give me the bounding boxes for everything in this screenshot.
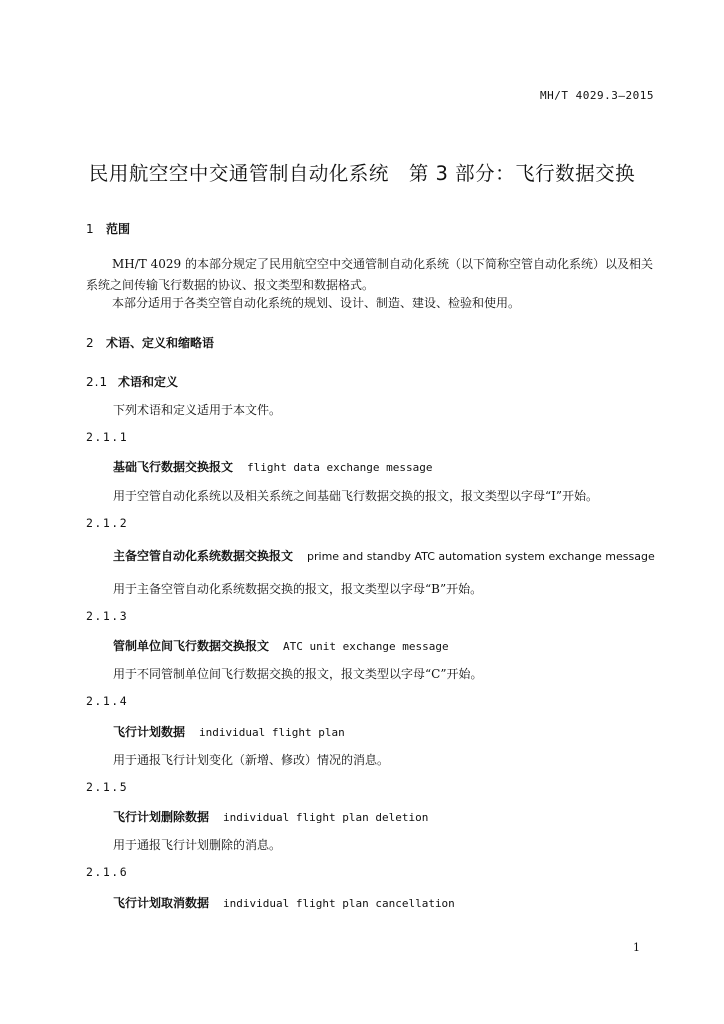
term-number: 2.1.5: [86, 780, 129, 794]
section-title: 范围: [106, 222, 131, 236]
terms-intro: 下列术语和定义适用于本文件。: [113, 403, 282, 417]
section-1-heading: [86, 220, 130, 237]
term-entry: [113, 723, 345, 740]
term-zh: 飞行计划数据: [113, 725, 186, 739]
term-definition: 用于通报飞行计划删除的消息。: [113, 838, 282, 852]
term-definition: 用于不同管制单位间飞行数据交换的报文，报文类型以字母“C”开始。: [113, 667, 483, 681]
term-definition: 用于主备空管自动化系统数据交换的报文，报文类型以字母“B”开始。: [113, 582, 483, 596]
term-entry: [113, 894, 455, 911]
section-number: 1: [86, 222, 94, 236]
term-definition: 用于通报飞行计划变化（新增、修改）情况的消息。: [113, 753, 390, 767]
term-en: individual flight plan: [199, 726, 345, 739]
term-entry: [113, 808, 428, 825]
term-entry: [113, 637, 449, 654]
section-2-heading: [86, 334, 214, 351]
standard-code: MH/T 4029.3—2015: [540, 89, 654, 102]
section-number: 2.1: [86, 375, 109, 389]
term-en: individual flight plan cancellation: [223, 897, 455, 910]
term-zh: 基础飞行数据交换报文: [113, 460, 234, 474]
term-en: individual flight plan deletion: [223, 811, 429, 824]
term-zh: 管制单位间飞行数据交换报文: [113, 639, 270, 653]
term-number: 2.1.3: [86, 609, 129, 623]
term-entry: [113, 547, 655, 564]
term-en: flight data exchange message: [247, 461, 433, 474]
term-definition: 用于空管自动化系统以及相关系统之间基础飞行数据交换的报文，报文类型以字母“I”开始。: [113, 489, 599, 503]
term-en: prime and standby ATC automation system exchange message: [307, 550, 655, 563]
term-zh: 主备空管自动化系统数据交换报文: [113, 549, 294, 563]
section-title: 术语和定义: [118, 375, 179, 389]
term-zh: 飞行计划删除数据: [113, 810, 210, 824]
section-2-1-heading: [86, 373, 178, 390]
term-number: 2.1.4: [86, 694, 129, 708]
term-number: 2.1.6: [86, 865, 129, 879]
scope-paragraph-2: 本部分适用于各类空管自动化系统的规划、设计、制造、建设、检验和使用。: [112, 296, 521, 310]
page-number: 1: [633, 941, 640, 954]
document-title: 民用航空空中交通管制自动化系统 第 3 部分：飞行数据交换: [88, 162, 636, 185]
term-zh: 飞行计划取消数据: [113, 896, 210, 910]
scope-paragraph-1: MH/T 4029 的本部分规定了民用航空空中交通管制自动化系统（以下简称空管自动化系统）以及相关系统之间传输飞行数据的协议、报文类型和数据格式。: [86, 257, 653, 292]
section-number: 2: [86, 336, 94, 350]
term-number: 2.1.2: [86, 516, 129, 530]
term-en: ATC unit exchange message: [283, 640, 449, 653]
section-title: 术语、定义和缩略语: [106, 336, 215, 350]
term-entry: [113, 458, 432, 475]
term-number: 2.1.1: [86, 430, 129, 444]
